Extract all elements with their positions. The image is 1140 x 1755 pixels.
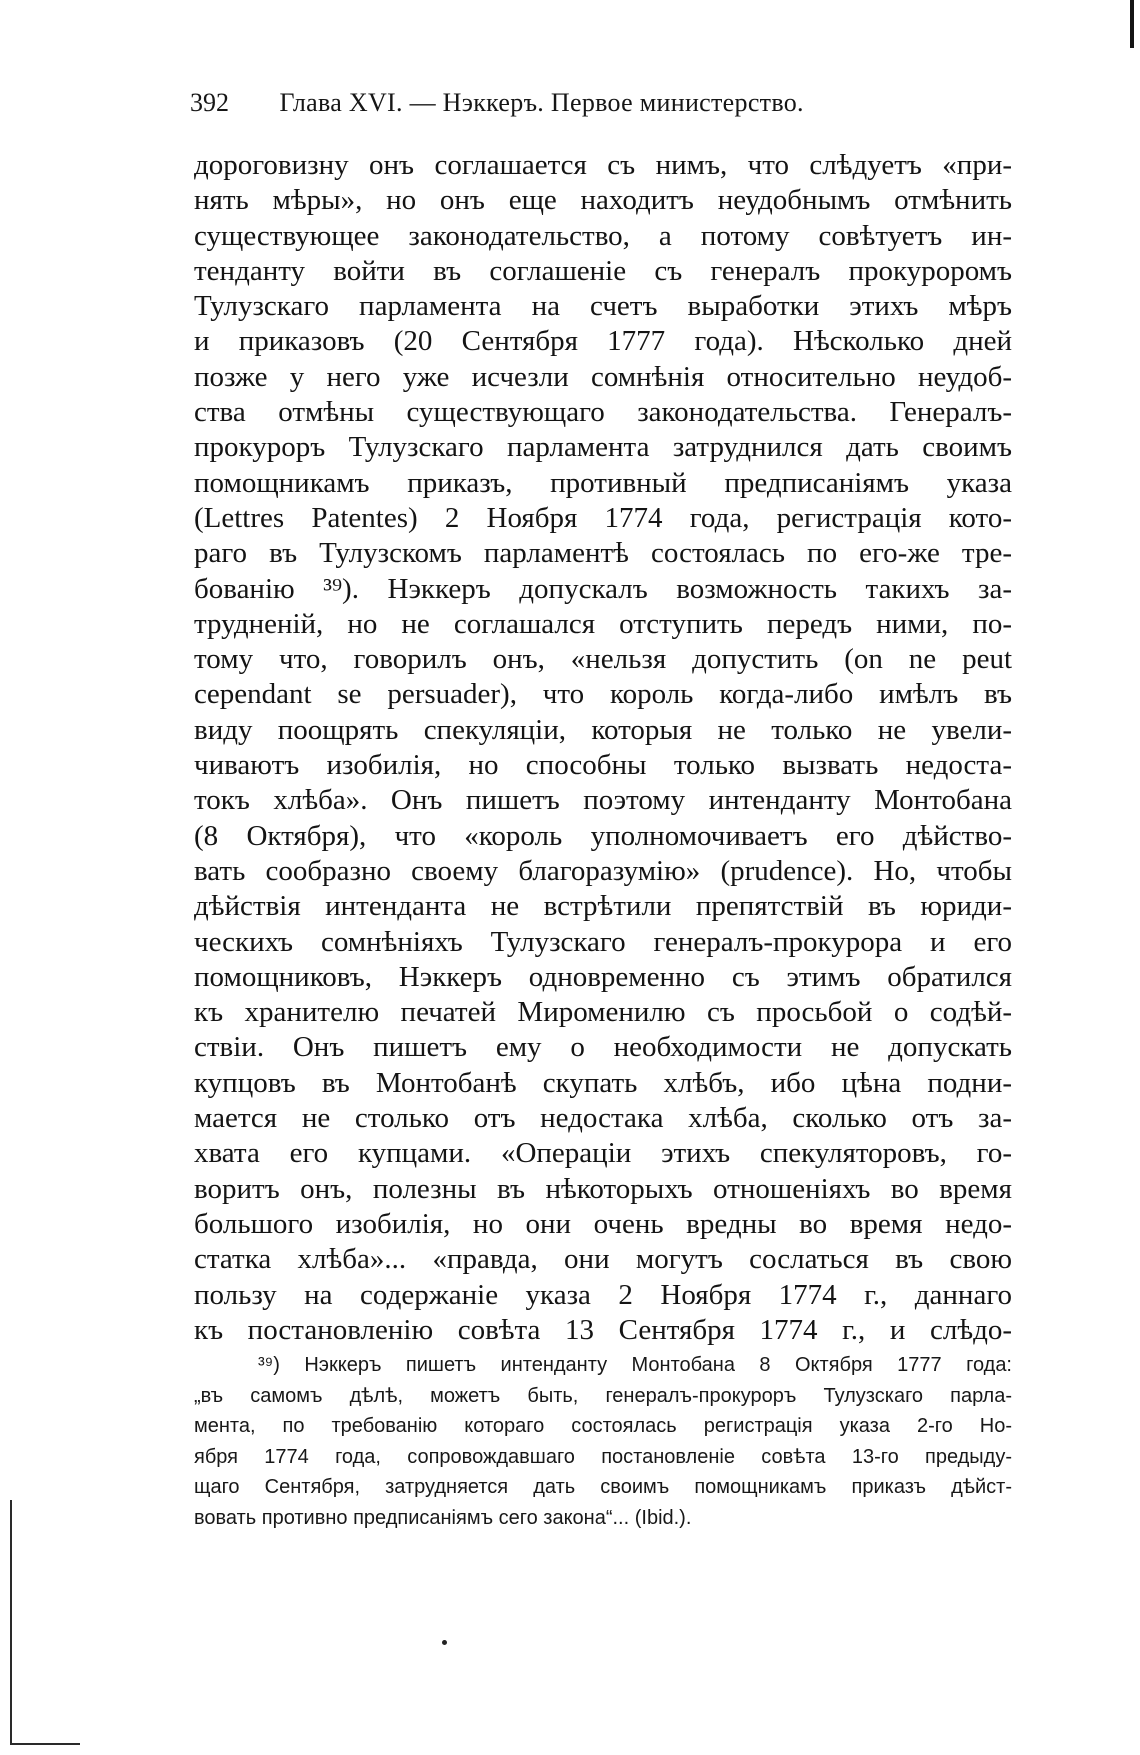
text-line: позже у него уже исчезли сомнѣнія относительно неудоб-	[194, 360, 1012, 393]
text-line: дороговизну онъ соглашается съ нимъ, что слѣдуетъ «при-	[194, 149, 1012, 181]
text-line: ческихъ сомнѣніяхъ Тулузскаго генералъ-прокурора и его	[194, 925, 1012, 958]
text-line: мается не столько отъ недостака хлѣба, сколько отъ за-	[194, 1102, 1012, 1135]
text-line: бованію ³⁹). Нэккеръ допускалъ возможность такихъ за-	[194, 572, 1012, 605]
text-line: токъ хлѣба». Онъ пишетъ поэтому интенданту Монтобана	[194, 784, 1012, 817]
text-line: тому что, говорилъ онъ, «нельзя допустить (on ne peut	[194, 643, 1012, 676]
text-line: (8 Октября), что «король уполномочиваетъ его дѣйство-	[194, 819, 1012, 852]
text-line: воритъ онъ, полезны въ нѣкоторыхъ отношеніяхъ во время	[194, 1172, 1012, 1205]
text-line: (Lettres Patentes) 2 Ноября 1774 года, регистрація кото-	[194, 501, 1012, 534]
text-line: большого изобилія, но они очень вредны во время недо-	[194, 1207, 1012, 1240]
text-line: Тулузскаго парламента на счетъ выработки этихъ мѣръ	[194, 290, 1012, 323]
text-line: существующее законодательство, а потому совѣтуетъ ин-	[194, 219, 1012, 252]
text-line: дѣйствія интенданта не встрѣтили препятствій въ юриди-	[194, 890, 1012, 923]
main-text	[194, 148, 1012, 1348]
text-line: къ постановленію совѣта 13 Сентября 1774 г., и слѣдо-	[194, 1313, 1012, 1346]
running-title: Глава XVI. — Нэккеръ. Первое министерство.	[279, 88, 804, 117]
footnote	[194, 1350, 1012, 1534]
text-line: вать сообразно своему благоразумію» (prudence). Но, чтобы	[194, 854, 1012, 887]
page-edge-mark	[1130, 0, 1134, 48]
footnote-line: ября 1774 года, сопровождавшаго постановленіе совѣта 13-го предыду-	[194, 1445, 1012, 1468]
scan-speck	[442, 1640, 447, 1645]
footnote-line: „въ самомъ дѣлѣ, можетъ быть, генералъ-прокуроръ Тулузскаго парла-	[194, 1384, 1012, 1407]
text-line: трудненій, но не соглашался отступить передъ ними, по-	[194, 607, 1012, 640]
footnote-line: вовать противно предписаніямъ сего закона“... (Ibid.).	[194, 1506, 692, 1529]
text-line: хвата его купцами. «Операціи этихъ спекуляторовъ, го-	[194, 1137, 1012, 1170]
footnote-line: щаго Сентября, затрудняется дать своимъ помощникамъ приказъ дѣйст-	[194, 1476, 1012, 1499]
scan-border-vertical	[10, 1500, 12, 1745]
text-line: къ хранителю печатей Мироменилю съ просьбой о содѣй-	[194, 996, 1012, 1029]
text-line: статка хлѣба»... «правда, они могутъ сослаться въ свою	[194, 1243, 1012, 1276]
running-header	[190, 88, 970, 122]
text-line: ства отмѣны существующаго законодательства. Генералъ-	[194, 396, 1012, 429]
scan-border-horizontal	[10, 1743, 80, 1745]
footnote-line: мента, по требованію котораго состоялась регистрація указа 2-го Но-	[194, 1415, 1012, 1438]
text-line: тенданту войти въ соглашеніе съ генералъ прокуроромъ	[194, 254, 1012, 287]
text-line: раго въ Тулузскомъ парламентѣ состоялась по его-же тре-	[194, 537, 1012, 570]
text-line: помощниковъ, Нэккеръ одновременно съ этимъ обратился	[194, 960, 1012, 993]
text-line: чиваютъ изобилія, но способны только вызвать недоста-	[194, 749, 1012, 782]
page-number: 392	[190, 88, 229, 117]
text-line: ствіи. Онъ пишетъ ему о необходимости не допускать	[194, 1031, 1012, 1064]
text-line: помощникамъ приказъ, противный предписаніямъ указа	[194, 466, 1012, 499]
text-line: и приказовъ (20 Сентября 1777 года). Нѣсколько дней	[194, 325, 1012, 358]
text-line: виду поощрять спекуляціи, которыя не только не увели-	[194, 713, 1012, 746]
text-line: cependant se persuader), что король когда-либо имѣлъ въ	[194, 678, 1012, 711]
text-line: нять мѣры», но онъ еще находитъ неудобнымъ отмѣнить	[194, 184, 1012, 217]
text-line: пользу на содержаніе указа 2 Ноября 1774 г., даннаго	[194, 1278, 1012, 1311]
text-line: прокуроръ Тулузскаго парламента затруднился дать своимъ	[194, 431, 1012, 464]
footnote-line: ³⁹) Нэккеръ пишетъ интенданту Монтобана 8 Октября 1777 года:	[258, 1354, 1012, 1376]
text-line: купцовъ въ Монтобанѣ скупать хлѣбъ, ибо цѣна подни-	[194, 1066, 1012, 1099]
